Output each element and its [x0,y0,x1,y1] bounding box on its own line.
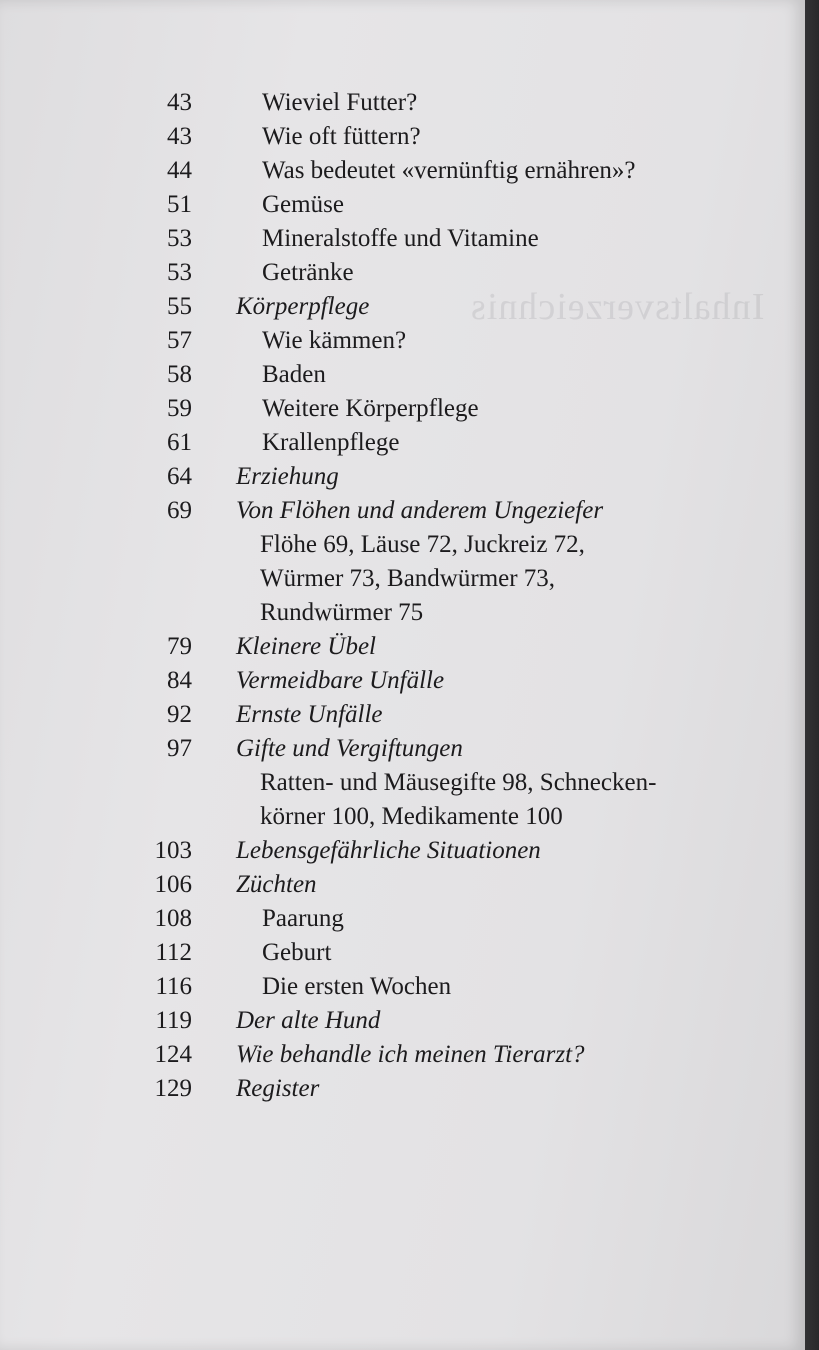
toc-row [0,834,805,868]
toc-chapter-title: Von Flöhen und anderem Ungeziefer [236,497,604,524]
toc-chapter-title: Wie behandle ich meinen Tierarzt? [236,1041,585,1068]
toc-page-number: 55 [167,293,192,320]
toc-chapter-title: Lebensgefährliche Situationen [236,837,541,864]
toc-chapter-title: Register [236,1075,320,1102]
toc-page-number: 61 [167,429,192,456]
toc-row [0,426,805,460]
toc-section-title: Was bedeutet «vernünftig ernähren»? [262,157,636,184]
toc-page-number: 97 [167,735,192,762]
toc-chapter-title: Vermeidbare Unfälle [236,667,445,694]
toc-row [0,970,805,1004]
toc-page-number: 103 [154,837,192,864]
toc-page-number: 43 [167,89,192,116]
toc-page-number: 112 [155,939,192,966]
toc-page-number: 119 [155,1007,192,1034]
toc-page-number: 59 [167,395,192,422]
toc-page-number: 106 [154,871,192,898]
toc-section-title: Getränke [262,259,354,286]
toc-detail-line: Ratten- und Mäusegifte 98, Schnecken- [260,769,657,796]
toc-section-title: Wie oft füttern? [262,123,421,150]
toc-detail-line: körner 100, Medikamente 100 [260,803,563,830]
toc-page-number: 53 [167,259,192,286]
toc-page-number: 64 [167,463,192,490]
toc-page-number: 129 [154,1075,192,1102]
toc-row [0,1038,805,1072]
toc-chapter-title: Ernste Unfälle [236,701,383,728]
toc-chapter-title: Körperpflege [236,293,370,320]
toc-row [0,460,805,494]
toc-page-number: 92 [167,701,192,728]
toc-page-number: 44 [167,157,192,184]
toc-page-number: 124 [154,1041,192,1068]
toc-chapter-title: Kleinere Übel [236,633,377,660]
toc-row [0,120,805,154]
toc-row [0,324,805,358]
toc-row [0,1004,805,1038]
toc-detail-line: Flöhe 69, Läuse 72, Juckreiz 72, [260,531,585,558]
toc-row [0,868,805,902]
toc-page-number: 43 [167,123,192,150]
toc-row [0,936,805,970]
toc-row [0,766,805,800]
toc-chapter-title: Gifte und Vergiftungen [236,735,463,762]
toc-page-number: 53 [167,225,192,252]
show-through-text: Inhaltsverzeichnis [470,286,765,328]
toc-row [0,392,805,426]
toc-page-number: 79 [167,633,192,660]
toc-row [0,86,805,120]
toc-section-title: Paarung [262,905,344,932]
toc-row [0,290,805,324]
toc-row [0,256,805,290]
toc-row [0,222,805,256]
toc-row [0,188,805,222]
toc-row [0,664,805,698]
toc-row [0,1072,805,1106]
toc-section-title: Wie kämmen? [262,327,407,354]
toc-row [0,698,805,732]
toc-row [0,562,805,596]
toc-row [0,902,805,936]
toc-chapter-title: Erziehung [236,463,339,490]
toc-row [0,528,805,562]
toc-section-title: Krallenpflege [262,429,400,456]
toc-page-number: 116 [155,973,192,1000]
table-of-contents [0,86,805,1106]
toc-page-number: 51 [167,191,192,218]
toc-row [0,630,805,664]
toc-detail-line: Würmer 73, Bandwürmer 73, [260,565,556,592]
toc-row [0,358,805,392]
toc-row [0,596,805,630]
toc-section-title: Baden [262,361,326,388]
toc-page-number: 57 [167,327,192,354]
toc-section-title: Mineralstoffe und Vitamine [262,225,539,252]
toc-chapter-title: Züchten [236,871,317,898]
toc-section-title: Gemüse [262,191,344,218]
toc-row [0,732,805,766]
toc-page-number: 69 [167,497,192,524]
toc-page-number: 108 [154,905,192,932]
toc-row [0,494,805,528]
toc-page-number: 84 [167,667,192,694]
toc-section-title: Weitere Körperpflege [262,395,479,422]
toc-section-title: Die ersten Wochen [262,973,452,1000]
toc-detail-line: Rundwürmer 75 [260,599,424,626]
toc-chapter-title: Der alte Hund [236,1007,381,1034]
toc-row [0,154,805,188]
toc-section-title: Wieviel Futter? [262,89,418,116]
toc-row [0,800,805,834]
toc-section-title: Geburt [262,939,332,966]
page-edge-shadow [805,0,819,1350]
toc-page-number: 58 [167,361,192,388]
